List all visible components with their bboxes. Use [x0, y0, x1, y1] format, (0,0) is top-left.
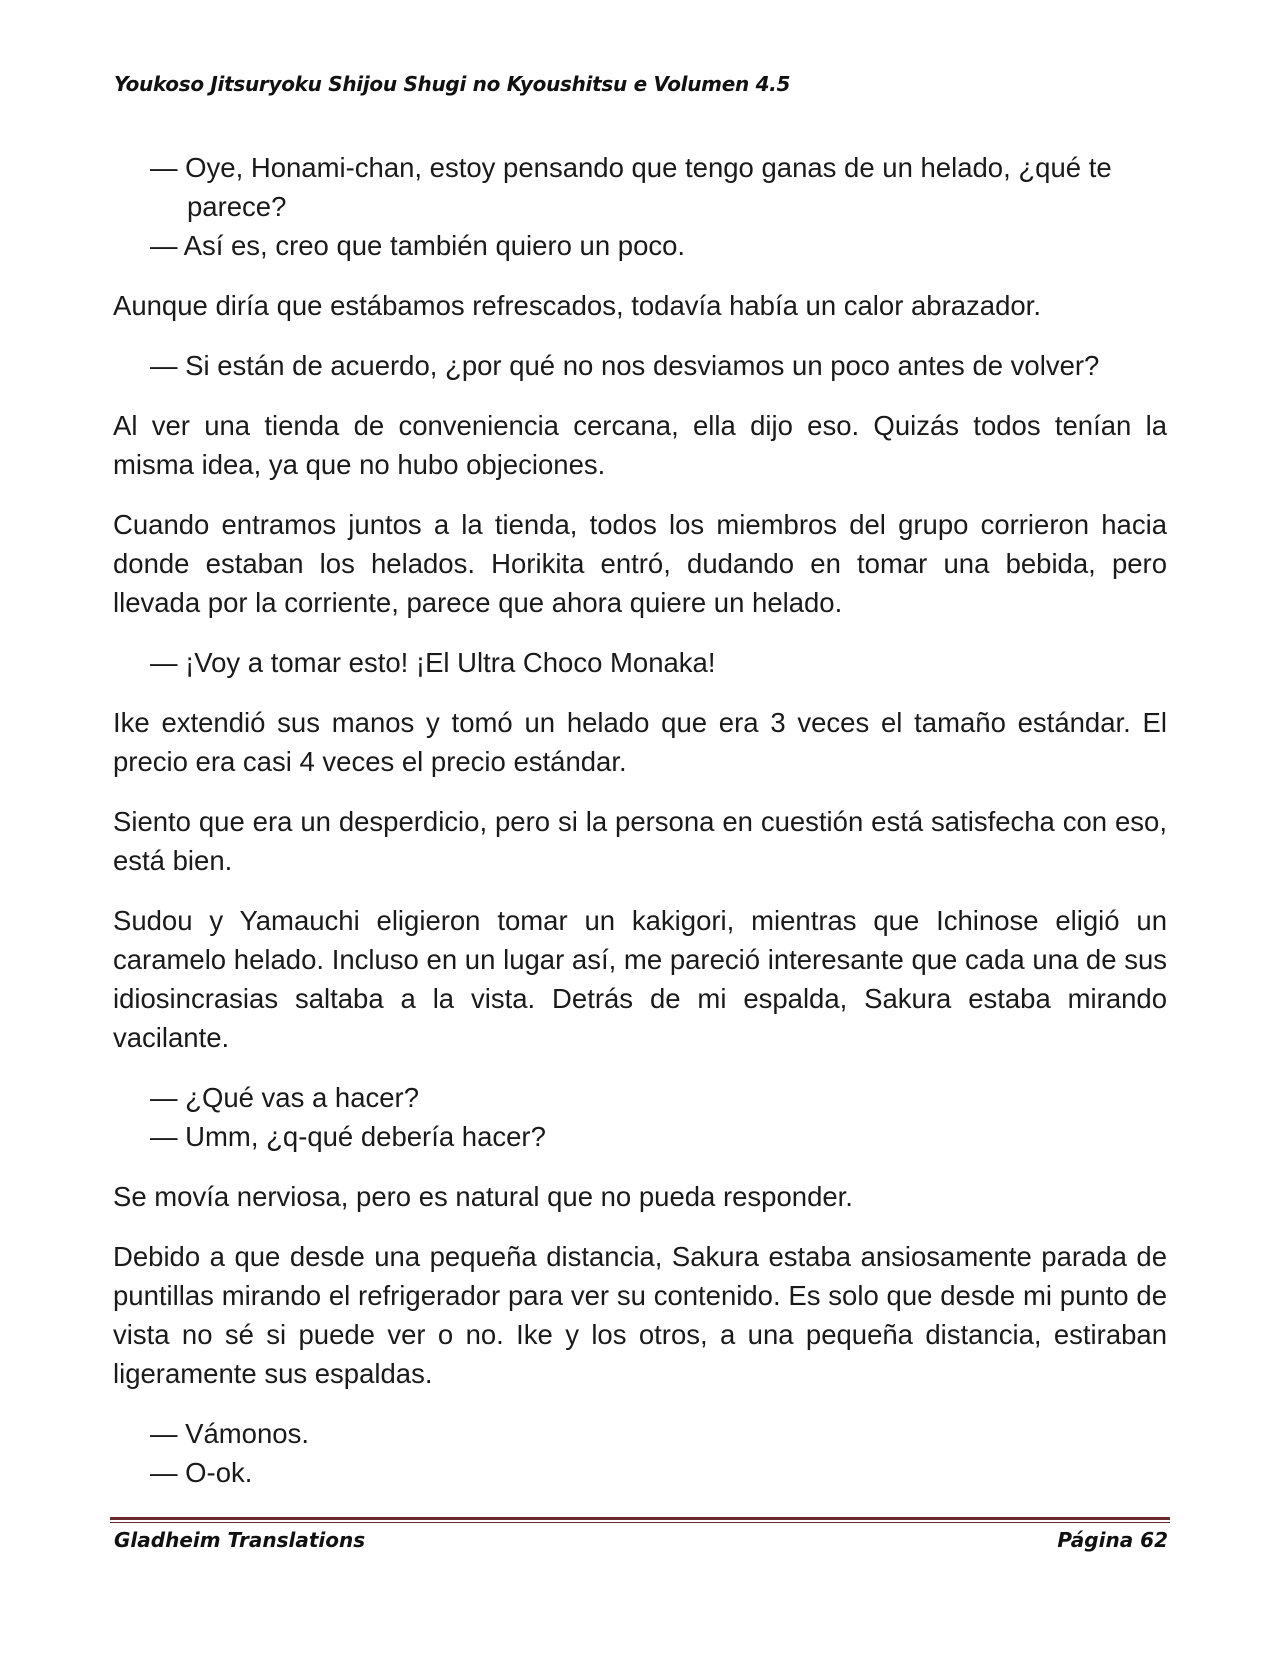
dialogue-line: — Si están de acuerdo, ¿por qué no nos desviamos un poco antes de volver? [150, 350, 1100, 381]
paragraph: Debido a que desde una pequeña distancia, Sakura estaba ansiosamente parada de puntillas mirando el refrigerador para ver su contenido. Es solo que desde mi punto de vista no sé si puede ver o no. Ike y los otros, a una pequeña distancia, estiraban ligeramente sus espaldas. [113, 1241, 1167, 1389]
paragraph: Se movía nerviosa, pero es natural que no pueda responder. [113, 1181, 853, 1212]
dialogue-group [113, 148, 1167, 265]
footer-divider-thin [110, 1522, 1170, 1523]
paragraph: Cuando entramos juntos a la tienda, todos los miembros del grupo corrieron hacia donde estaban los helados. Horikita entró, dudando en tomar una bebida, pero llevada por la corriente, parece que ahora quiere un helado. [113, 509, 1167, 618]
dialogue-line: — Vámonos. [150, 1418, 309, 1449]
dialogue-group [113, 1078, 1167, 1156]
paragraph: Al ver una tienda de conveniencia cercana, ella dijo eso. Quizás todos tenían la misma idea, ya que no hubo objeciones. [113, 410, 1167, 480]
paragraph: Siento que era un desperdicio, pero si la persona en cuestión está satisfecha con eso, está bien. [113, 806, 1167, 876]
dialogue-group [113, 1414, 1167, 1492]
footer-page-number: Página 62 [1057, 1528, 1168, 1552]
paragraph: Ike extendió sus manos y tomó un helado que era 3 veces el tamaño estándar. El precio era casi 4 veces el precio estándar. [113, 707, 1167, 777]
paragraph: Aunque diría que estábamos refrescados, todavía había un calor abrazador. [113, 290, 1041, 321]
paragraph: Sudou y Yamauchi eligieron tomar un kakigori, mientras que Ichinose eligió un caramelo helado. Incluso en un lugar así, me pareció interesante que cada una de sus idiosincrasias saltaba a la vista. Detrás de mi espalda, Sakura estaba mirando vacilante. [113, 905, 1167, 1053]
dialogue-line: — Umm, ¿q-qué debería hacer? [150, 1121, 546, 1152]
dialogue-group [113, 346, 1167, 385]
dialogue-group [113, 643, 1167, 682]
page-header-title: Youkoso Jitsuryoku Shijou Shugi no Kyoushitsu e Volumen 4.5 [114, 72, 791, 96]
footer-translator-credit: Gladheim Translations [114, 1528, 366, 1552]
dialogue-line: — O-ok. [150, 1457, 253, 1488]
dialogue-line: — Oye, Honami-chan, estoy pensando que tengo ganas de un helado, ¿qué te parece? [150, 152, 1112, 222]
dialogue-line: — ¡Voy a tomar esto! ¡El Ultra Choco Monaka! [150, 647, 716, 678]
dialogue-line: — Así es, creo que también quiero un poco. [150, 230, 686, 261]
footer-divider [110, 1517, 1170, 1520]
dialogue-line: — ¿Qué vas a hacer? [150, 1082, 420, 1113]
page-body [113, 148, 1167, 1513]
